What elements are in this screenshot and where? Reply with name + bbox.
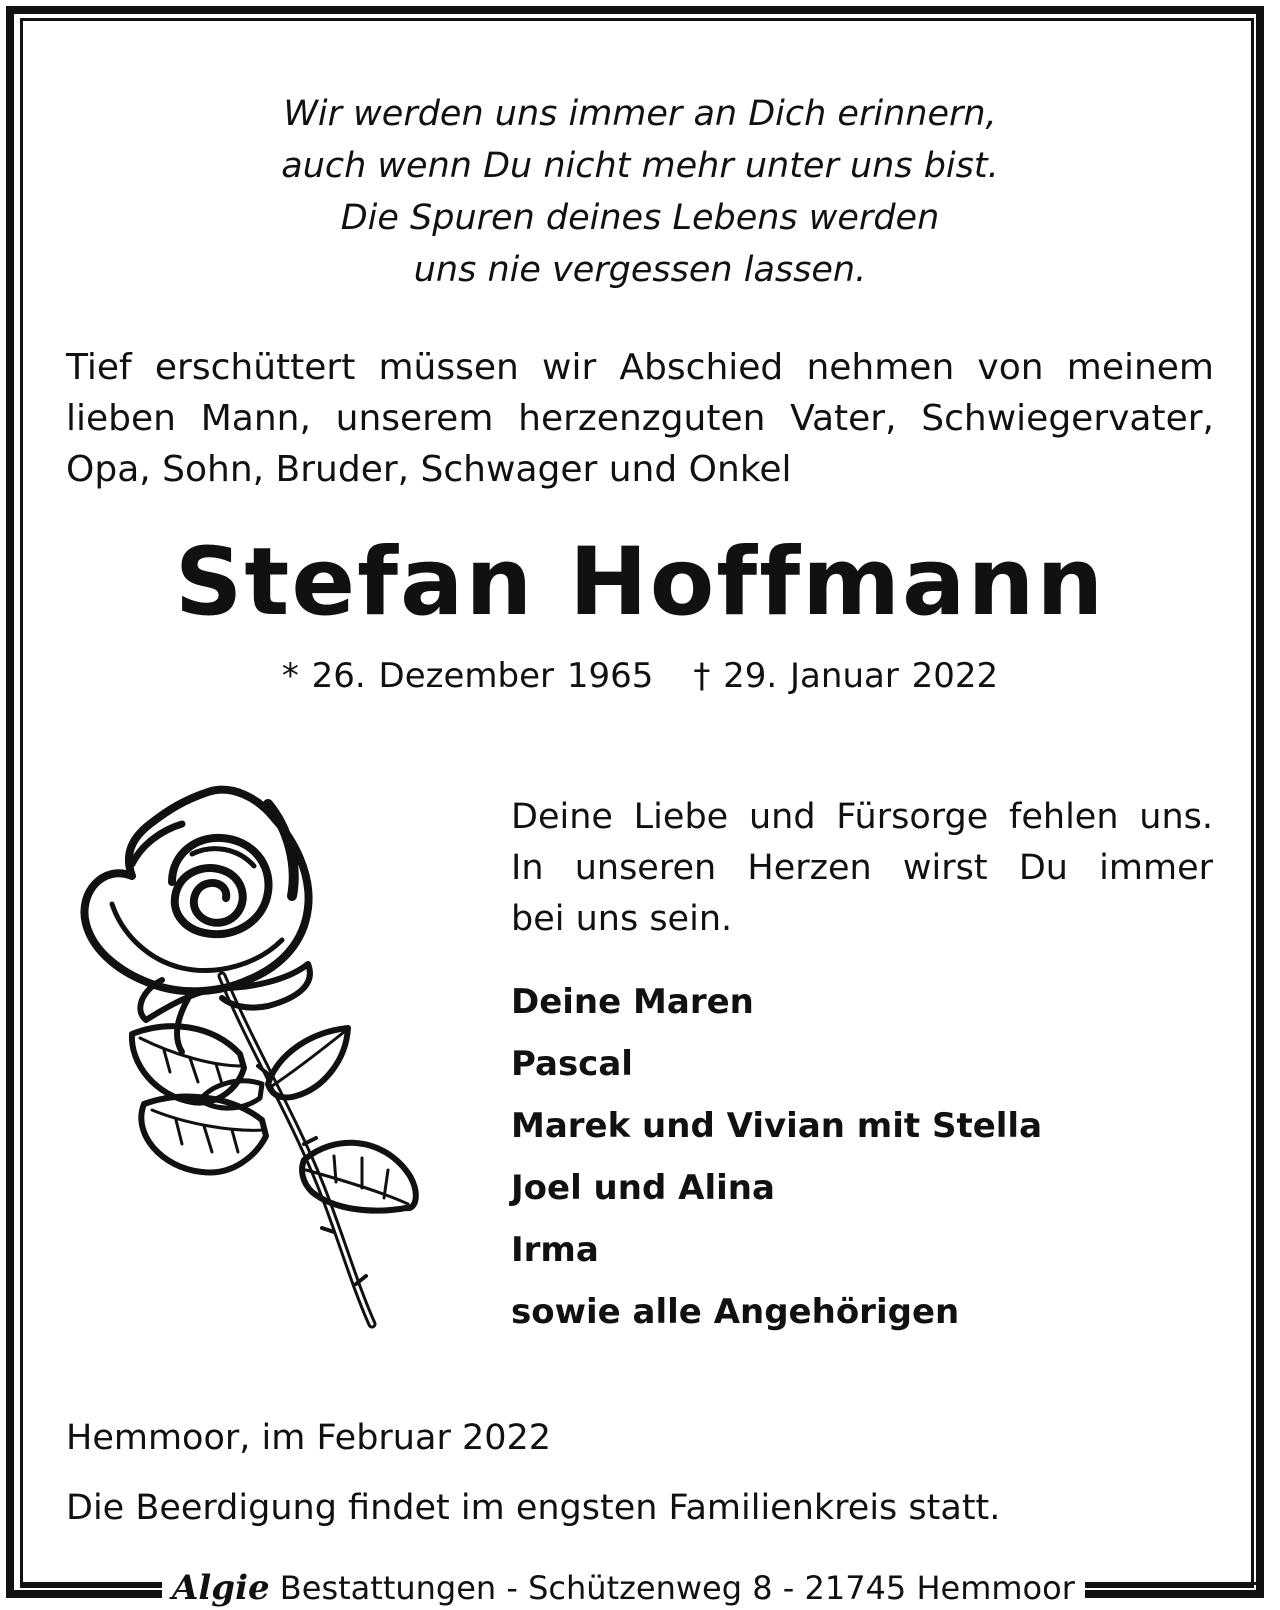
mourner: Deine Maren bbox=[511, 982, 754, 1022]
footer bbox=[0, 1568, 1280, 1608]
mourner: Irma bbox=[511, 1230, 599, 1270]
intro-text bbox=[66, 342, 1214, 495]
deceased-name: Stefan Hoffmann bbox=[174, 528, 1106, 637]
footer-label bbox=[162, 1568, 1085, 1608]
funeral-note: Die Beerdigung findet im engsten Familienkreis statt. bbox=[66, 1488, 1001, 1528]
birth-date: * 26. Dezember 1965 bbox=[281, 656, 654, 696]
intro-line: Tief erschüttert müssen wir Abschied nehmen von meinem bbox=[66, 347, 1214, 388]
undertaker-address: Bestattungen - Schützenweg 8 - 21745 Hemmoor bbox=[279, 1569, 1075, 1607]
verse-line: bei uns sein. bbox=[511, 899, 733, 939]
verse-line: In unseren Herzen wirst Du immer bbox=[511, 848, 1213, 888]
poem bbox=[0, 88, 1280, 296]
poem-line: uns nie vergessen lassen. bbox=[413, 250, 867, 290]
intro-line: Opa, Sohn, Bruder, Schwager und Onkel bbox=[66, 449, 792, 490]
poem-line: Wir werden uns immer an Dich erinnern, bbox=[283, 94, 997, 134]
intro-line: lieben Mann, unserem herzenzguten Vater, Schwiegervater, bbox=[66, 398, 1214, 439]
mourner: Joel und Alina bbox=[511, 1168, 775, 1208]
life-dates bbox=[0, 654, 1280, 698]
verse-line: Deine Liebe und Fürsorge fehlen uns. bbox=[511, 797, 1213, 837]
place-date: Hemmoor, im Februar 2022 bbox=[66, 1418, 552, 1458]
mourners-list bbox=[511, 971, 1042, 1343]
poem-line: auch wenn Du nicht mehr unter uns bist. bbox=[281, 146, 999, 186]
mourner: sowie alle Angehörigen bbox=[511, 1292, 960, 1332]
mourner: Pascal bbox=[511, 1044, 633, 1084]
rose-icon bbox=[72, 784, 432, 1332]
memorial-verse bbox=[511, 792, 1213, 945]
mourner: Marek und Vivian mit Stella bbox=[511, 1106, 1043, 1146]
undertaker-logo: Algie bbox=[172, 1568, 270, 1608]
death-date: † 29. Januar 2022 bbox=[693, 656, 999, 696]
poem-line: Die Spuren deines Lebens werden bbox=[340, 198, 940, 238]
